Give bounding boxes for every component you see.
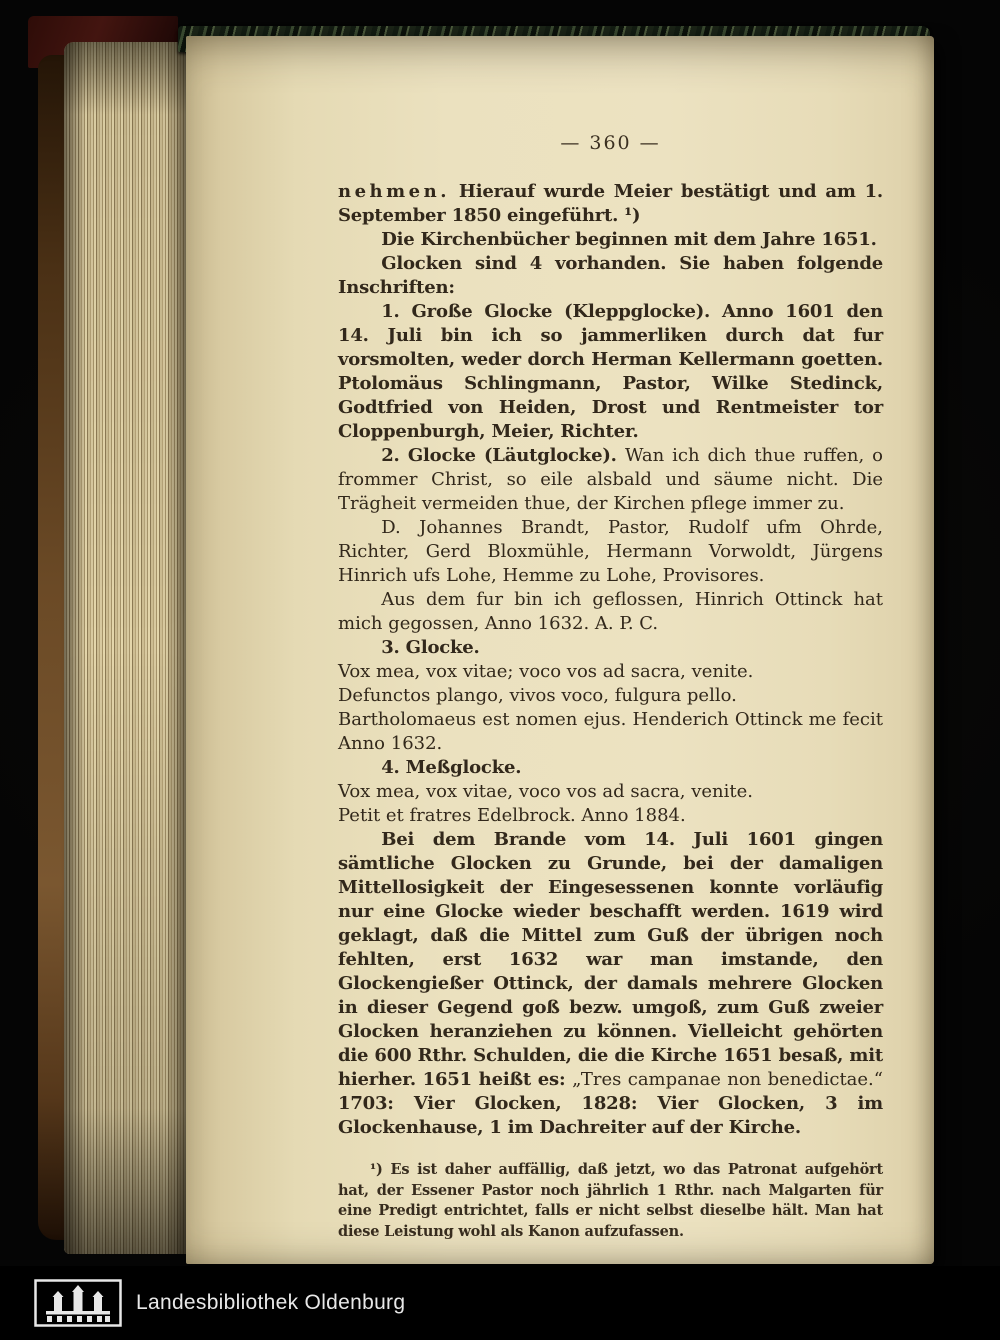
- paragraph: [338, 660, 883, 684]
- text-block: [338, 132, 883, 1242]
- library-footer: [0, 1266, 1000, 1340]
- page-number: — 360 —: [560, 132, 661, 154]
- text-segment: 3. Glocke.: [381, 637, 480, 658]
- text-segment: Die Kirchenbücher beginnen mit dem Jahre 1651.: [381, 229, 877, 250]
- text-segment: D. Johannes Brandt, Pastor, Rudolf ufm Ohrde, Richter, Gerd Bloxmühle, Hermann Vorwoldt, Jürgens Hinrich ufs Lohe, Hemme zu Lohe, Provisores.: [338, 517, 883, 586]
- text-segment: Glocken sind 4 vorhanden. Sie haben folgende Inschriften:: [338, 253, 883, 298]
- paragraph: [338, 780, 883, 804]
- library-name: Landesbibliothek Oldenburg: [136, 1291, 406, 1314]
- text-segment: 2. Glocke (Läutglocke).: [381, 445, 625, 466]
- book-page: [186, 36, 934, 1264]
- text-segment: Petit et fratres Edelbrock. Anno 1884.: [338, 805, 686, 826]
- paragraph: [338, 444, 883, 516]
- paragraph: [338, 588, 883, 636]
- paragraph: [338, 756, 883, 780]
- text-segment: „Tres campanae non benedictae.“: [572, 1069, 883, 1090]
- text-segment: Vox mea, vox vitae, voco vos ad sacra, venite.: [338, 781, 754, 802]
- paragraph: [338, 252, 883, 300]
- paragraph: [338, 180, 883, 228]
- paragraph: [338, 684, 883, 708]
- library-logo-icon: [34, 1279, 122, 1327]
- text-segment: Aus dem fur bin ich geflossen, Hinrich Ottinck hat mich gegossen, Anno 1632. A. P. C.: [338, 589, 883, 634]
- body-text: [338, 180, 883, 1140]
- paragraph: [338, 516, 883, 588]
- text-segment: 4. Meßglocke.: [381, 757, 522, 778]
- text-segment: Wan ich dich thue ruffen, o frommer Christ, so eile alsbald und säume nicht. Die Trägheit vermeiden thue, der Kirchen pflege immer zu.: [338, 445, 883, 514]
- paragraph: [338, 804, 883, 828]
- text-segment: Defunctos plango, vivos voco, fulgura pello.: [338, 685, 737, 706]
- footnote: [338, 1160, 883, 1242]
- text-segment: Hierauf wurde Meier bestätigt und am 1. September 1850 eingeführt. ¹): [338, 181, 883, 226]
- text-segment: 1. Große Glocke (Kleppglocke). Anno 1601 den 14. Juli bin ich so jammerliken durch dat fur vorsmolten, weder dorch Herman Kellermann goetten. Ptolomäus Schlingmann, Pastor, Wilke Stedinck, Godtfried von Heiden, Drost und Rentmeister tor Cloppenburgh, Meier, Richter.: [338, 301, 883, 442]
- text-segment: 1703: Vier Glocken, 1828: Vier Glocken, 3 im Glockenhause, 1 im Dachreiter auf der Kirche.: [338, 1093, 883, 1138]
- stacked-page-edges: [64, 42, 186, 1254]
- paragraph: [338, 300, 883, 444]
- paragraph: [338, 228, 883, 252]
- paragraph: [338, 708, 883, 756]
- text-segment: Bartholomaeus est nomen ejus. Henderich Ottinck me fecit Anno 1632.: [338, 709, 883, 754]
- text-segment: nehmen.: [338, 181, 450, 202]
- paragraph: [338, 828, 883, 1140]
- paragraph: [338, 636, 883, 660]
- footnote-paragraph: [338, 1160, 883, 1242]
- text-segment: Bei dem Brande vom 14. Juli 1601 gingen sämtliche Glocken zu Grunde, bei der damaligen Mittellosigkeit der Eingesessenen konnte vorläufig nur eine Glocke wieder beschafft werden. 1619 wird geklagt, daß die Mittel zum Guß der übrigen noch fehlten, erst 1632 war man imstande, den Glockengießer Ottinck, der damals mehrere Glocken in dieser Gegend goß bezw. umgoß, zum Guß zweier Glocken heranziehen zu können. Vielleicht gehörten die 600 Rthr. Schulden, die die Kirche 1651 besaß, mit hierher. 1651 heißt es:: [338, 829, 883, 1090]
- text-segment: Vox mea, vox vitae; voco vos ad sacra, venite.: [338, 661, 754, 682]
- text-segment: ¹) Es ist daher auffällig, daß jetzt, wo das Patronat aufgehört hat, der Essener Pastor noch jährlich 1 Rthr. nach Malgarten für eine Predigt entrichtet, falls er nicht selbst dieselbe hält. Man hat diese Leistung wohl als Kanon aufzufassen.: [338, 1161, 883, 1240]
